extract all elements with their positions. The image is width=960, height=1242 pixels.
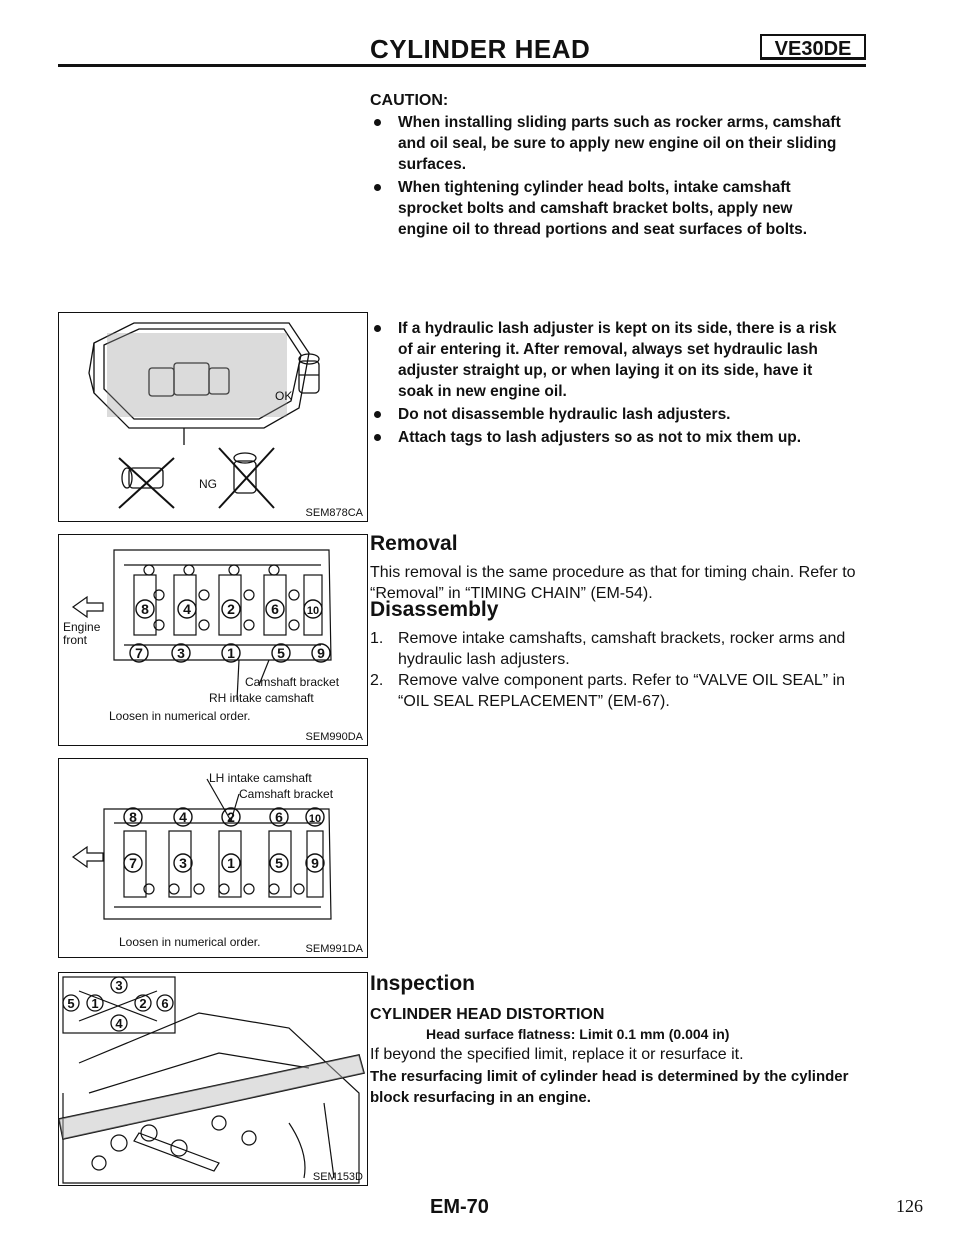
bolt-number: 8 — [141, 601, 149, 617]
caution-item: When tightening cylinder head bolts, intake camshaft sprocket bolts and camshaft bracket bolts, apply new engine oil to thread portions and seat surfaces of bolts. — [370, 177, 845, 240]
inspection-heading: Inspection — [370, 972, 476, 995]
camshaft-bracket-label: Camshaft bracket — [239, 787, 334, 801]
bolt-number: 10 — [306, 605, 320, 617]
step-text: Remove intake camshafts, camshaft brackets, rocker arms and hydraulic lash adjusters. — [398, 630, 846, 668]
distortion-subheading: CYLINDER HEAD DISTORTION — [370, 1006, 605, 1023]
caution-list — [370, 112, 845, 242]
bolt-number: 2 — [227, 601, 235, 617]
lash-adjuster-illustration — [59, 313, 369, 523]
figure-lash-adjuster — [58, 312, 368, 522]
figure-code: SEM991DA — [305, 943, 363, 955]
point-number: 2 — [139, 996, 147, 1011]
lash-note: Attach tags to lash adjusters so as not to mix them up. — [370, 427, 845, 448]
lash-note: If a hydraulic lash adjuster is kept on its side, there is a risk of air entering it. After removal, always set hydraulic lash adjuster straight up, or when laying it on its side, have it soak in new engine oil. — [370, 318, 845, 402]
bolt-number: 5 — [277, 645, 285, 661]
engine-front-label: Engine front — [63, 620, 101, 647]
disassembly-step — [370, 670, 860, 712]
head-distortion-illustration — [59, 973, 369, 1187]
removal-text: This removal is the same procedure as that for timing chain. Refer to “Removal” in “TIMING CHAIN” (EM-54). — [370, 564, 856, 602]
lash-note: Do not disassemble hydraulic lash adjusters. — [370, 404, 845, 425]
point-number: 6 — [161, 996, 169, 1011]
ng-label: NG — [199, 477, 217, 491]
figure-code: SEM878CA — [305, 507, 363, 519]
figure-lh-camshaft — [58, 758, 368, 958]
bolt-number: 8 — [129, 809, 137, 825]
point-number: 5 — [67, 996, 75, 1011]
bolt-number: 9 — [317, 645, 325, 661]
point-number: 3 — [115, 978, 123, 993]
page-title: CYLINDER HEAD — [370, 34, 591, 64]
bolt-number: 1 — [227, 645, 235, 661]
bolt-number: 4 — [183, 601, 191, 617]
bolt-number: 10 — [308, 813, 322, 825]
rh-camshaft-label: RH intake camshaft — [209, 691, 314, 705]
loosen-note: Loosen in numerical order. — [109, 709, 251, 723]
bolt-number: 5 — [275, 855, 283, 871]
inspection-text: If beyond the specified limit, replace it or resurface it. — [370, 1046, 744, 1063]
bolt-number: 7 — [135, 645, 143, 661]
point-number: 4 — [115, 1016, 123, 1031]
camshaft-bracket-label: Camshaft bracket — [245, 675, 340, 689]
figure-code: SEM990DA — [305, 731, 363, 743]
lash-adjuster-notes — [370, 318, 845, 450]
disassembly-steps — [370, 628, 860, 712]
caution-item: When installing sliding parts such as rocker arms, camshaft and oil seal, be sure to apply new engine oil on their sliding surfaces. — [370, 112, 845, 175]
step-text: Remove valve component parts. Refer to “VALVE OIL SEAL” in “OIL SEAL REPLACEMENT” (EM-67). — [398, 672, 846, 710]
removal-heading: Removal — [370, 532, 458, 555]
engine-badge: VE30DE — [760, 34, 866, 60]
caution-heading: CAUTION: — [370, 92, 449, 109]
lh-camshaft-label: LH intake camshaft — [209, 771, 312, 785]
bolt-number: 9 — [311, 855, 319, 871]
bolt-number: 1 — [227, 855, 235, 871]
figure-code: SEM153D — [312, 1171, 363, 1183]
ok-label: OK — [275, 389, 293, 403]
point-number: 1 — [91, 996, 99, 1011]
resurfacing-note: The resurfacing limit of cylinder head is determined by the cylinder block resurfacing in an engine. — [370, 1068, 849, 1106]
header-rule — [58, 64, 866, 67]
bolt-number: 2 — [227, 809, 235, 825]
bolt-number: 6 — [271, 601, 279, 617]
figure-rh-camshaft — [58, 534, 368, 746]
step-number: 1. — [370, 630, 384, 647]
disassembly-heading: Disassembly — [370, 598, 499, 621]
page-code: EM-70 — [430, 1196, 489, 1218]
bolt-number: 3 — [179, 855, 187, 871]
bolt-number: 4 — [179, 809, 187, 825]
page-number: 126 — [896, 1196, 923, 1216]
disassembly-step — [370, 628, 860, 670]
flatness-spec: Head surface flatness: Limit 0.1 mm (0.004 in) — [426, 1026, 730, 1042]
bolt-number: 3 — [177, 645, 185, 661]
bolt-number: 6 — [275, 809, 283, 825]
bolt-number: 7 — [129, 855, 137, 871]
step-number: 2. — [370, 672, 384, 689]
loosen-note: Loosen in numerical order. — [119, 935, 261, 949]
figure-head-distortion — [58, 972, 368, 1186]
